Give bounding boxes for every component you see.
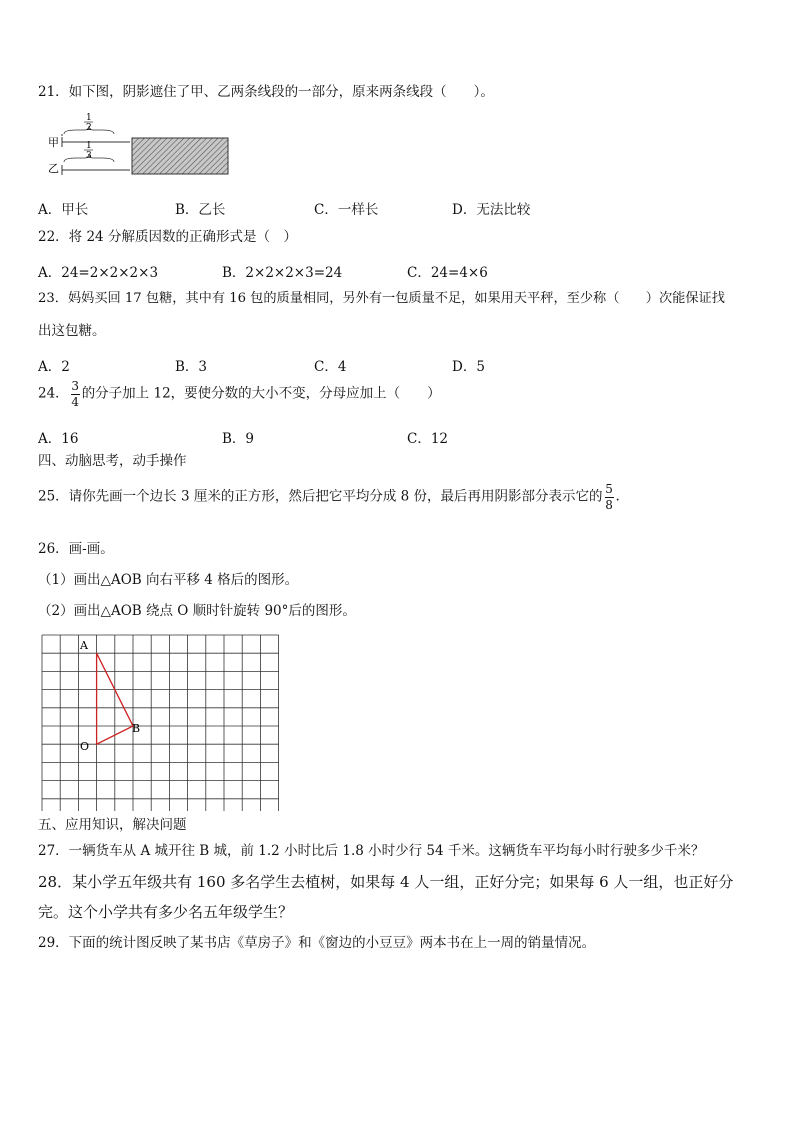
q25-stem: 25．请你先画一个边长 3 厘米的正方形，然后把它平均分成 8 份，最后再用阴影部分表示它的 xyxy=(38,488,603,505)
q21-figure xyxy=(40,112,235,178)
q21-frac-jia-num: 1 xyxy=(86,113,92,123)
q23-option-b[interactable]: B．3 xyxy=(175,359,208,375)
q24-option-c[interactable]: C．12 xyxy=(407,431,449,447)
label-b: B xyxy=(132,722,141,735)
q24-stem-row xyxy=(38,380,441,408)
q25-end: . xyxy=(615,488,620,505)
label-a: A xyxy=(80,639,88,652)
q26-stem: 26．画-画。 xyxy=(38,541,114,557)
q23-option-c[interactable]: C．4 xyxy=(314,359,347,375)
q24-stem: 的分子加上 12，要使分数的大小不变，分母应加上（ ） xyxy=(81,385,441,402)
q23-option-a[interactable]: A．2 xyxy=(38,359,70,375)
q22-option-a[interactable]: A．24=2×2×2×3 xyxy=(38,265,159,281)
grid-lines xyxy=(42,635,279,811)
q21-option-c[interactable]: C．一样长 xyxy=(314,202,379,218)
q23-option-d[interactable]: D．5 xyxy=(452,359,485,375)
q24-fraction xyxy=(71,380,80,408)
q27-stem: 27．一辆货车从 A 城开往 B 城，前 1.2 小时比后 1.8 小时少行 54 千米。这辆货车平均每小时行驶多少千米？ xyxy=(38,843,705,859)
q22-option-b[interactable]: B．2×2×2×3=24 xyxy=(222,265,343,281)
q21-option-a[interactable]: A．甲长 xyxy=(38,202,89,218)
q25-stem-row xyxy=(38,483,620,511)
q23-stem-line1: 23．妈妈买回 17 包糖，其中有 16 包的质量相同，另外有一包质量不足，如果用天平秤，至少称（ ）次能保证找 xyxy=(38,291,725,306)
q21-option-b[interactable]: B．乙长 xyxy=(175,202,226,218)
q24-option-b[interactable]: B．9 xyxy=(222,431,255,447)
q24-prefix: 24． xyxy=(38,385,69,402)
label-o: O xyxy=(80,740,90,753)
section4-heading: 四、动脑思考，动手操作 xyxy=(38,453,187,469)
q26-grid-figure xyxy=(40,633,290,811)
q21-option-d[interactable]: D．无法比较 xyxy=(452,202,531,218)
q29-stem: 29．下面的统计图反映了某书店《草房子》和《窗边的小豆豆》两本书在上一周的销量情况。 xyxy=(38,935,596,951)
q28-line1: 28．某小学五年级共有 160 多名学生去植树，如果每 4 人一组，正好分完；如果每 6 人一组，也正好分 xyxy=(38,873,734,891)
q21-label-yi: 乙 xyxy=(48,162,59,175)
q23-stem-line2: 出这包糖。 xyxy=(38,323,106,339)
q21-frac-yi-den: 3 xyxy=(86,151,92,161)
q21-frac-yi-num: 1 xyxy=(86,141,92,151)
q21-shaded-cover xyxy=(132,138,228,174)
q26-sub2: （2）画出△AOB 绕点 O 顺时针旋转 90°后的图形。 xyxy=(38,603,356,619)
q24-frac-num: 3 xyxy=(71,379,79,393)
q24-option-a[interactable]: A．16 xyxy=(38,431,79,447)
section5-heading: 五、应用知识，解决问题 xyxy=(38,817,187,833)
q24-frac-den: 4 xyxy=(71,394,79,409)
q28-line2: 完。这个小学共有多少名五年级学生？ xyxy=(38,903,294,921)
q25-frac-den: 8 xyxy=(605,497,613,512)
q22-option-c[interactable]: C．24=4×6 xyxy=(407,265,488,281)
q25-frac-num: 5 xyxy=(605,482,613,496)
q25-fraction xyxy=(605,483,614,511)
q21-stem: 21．如下图，阴影遮住了甲、乙两条线段的一部分，原来两条线段（ ）。 xyxy=(38,84,494,100)
q22-stem: 22．将 24 分解质因数的正确形式是（ ） xyxy=(38,229,297,245)
q21-frac-jia-den: 2 xyxy=(86,123,92,133)
q21-label-jia: 甲 xyxy=(48,136,59,149)
q26-sub1: （1）画出△AOB 向右平移 4 格后的图形。 xyxy=(38,572,299,588)
